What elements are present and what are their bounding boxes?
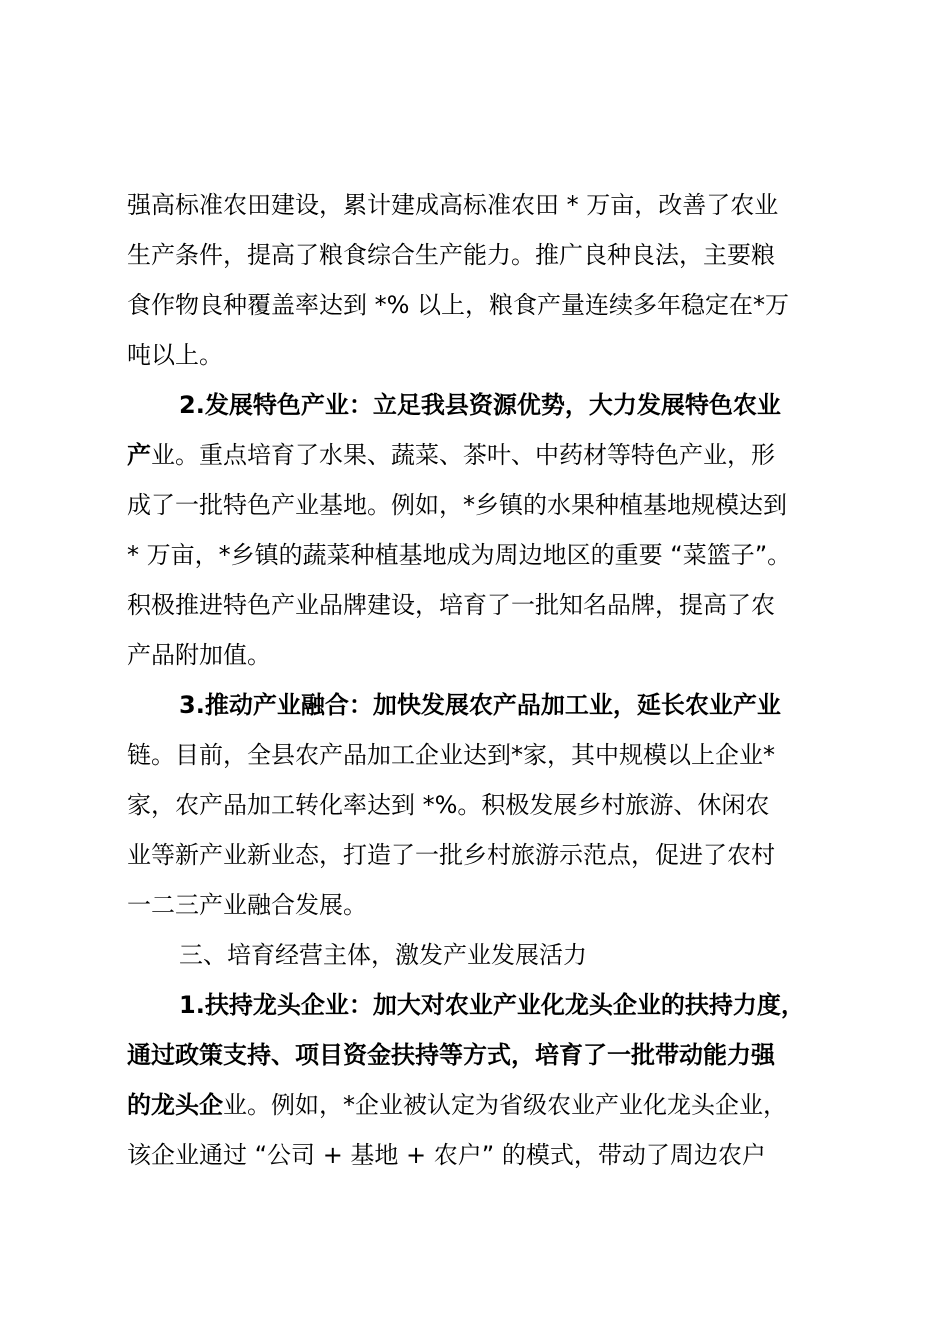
body-text: [127, 180, 847, 1180]
text-line: 1.扶持龙头企业：加大对农业产业化龙头企业的扶持力度，: [179, 991, 805, 1019]
text-line: 3.推动产业融合：加快发展农产品加工业，延长农业产业: [179, 691, 781, 719]
text-line: 链。目前，全县农产品加工企业达到*家，其中规模以上企业*: [127, 741, 775, 769]
text-line: 通过政策支持、项目资金扶持等方式，培育了一批带动能力强: [127, 1041, 775, 1069]
text-line: 家，农产品加工转化率达到 *%。积极发展乡村旅游、休闲农: [127, 791, 770, 819]
text-line: 2.发展特色产业：立足我县资源优势，大力发展特色农业: [179, 391, 781, 419]
text-line: 强高标准农田建设，累计建成高标准农田 * 万亩，改善了农业: [127, 191, 779, 219]
text-line: 成了一批特色产业基地。例如，*乡镇的水果种植基地规模达到: [127, 491, 787, 519]
text-line: 该企业通过 “公司 + 基地 + 农户” 的模式，带动了周边农户: [127, 1141, 766, 1169]
text-line: 产业。重点培育了水果、蔬菜、茶叶、中药材等特色产业，形: [127, 441, 775, 469]
text-line: 业等新产业新业态，打造了一批乡村旅游示范点，促进了农村: [127, 841, 775, 869]
section-heading: 三、培育经营主体，激发产业发展活力: [179, 941, 587, 969]
text-line: 积极推进特色产业品牌建设，培育了一批知名品牌，提高了农: [127, 591, 775, 619]
text-line: 食作物良种覆盖率达到 *% 以上，粮食产量连续多年稳定在*万: [127, 291, 790, 319]
text-line: 吨以上。: [127, 341, 223, 369]
text-line: 一二三产业融合发展。: [127, 891, 367, 919]
text-line: 生产条件，提高了粮食综合生产能力。推广良种良法，主要粮: [127, 241, 775, 269]
text-line: * 万亩，*乡镇的蔬菜种植基地成为周边地区的重要 “菜篮子”。: [127, 541, 792, 569]
text-line: 产品附加值。: [127, 641, 271, 669]
text-line: 的龙头企业。例如，*企业被认定为省级农业产业化龙头企业，: [127, 1091, 787, 1119]
